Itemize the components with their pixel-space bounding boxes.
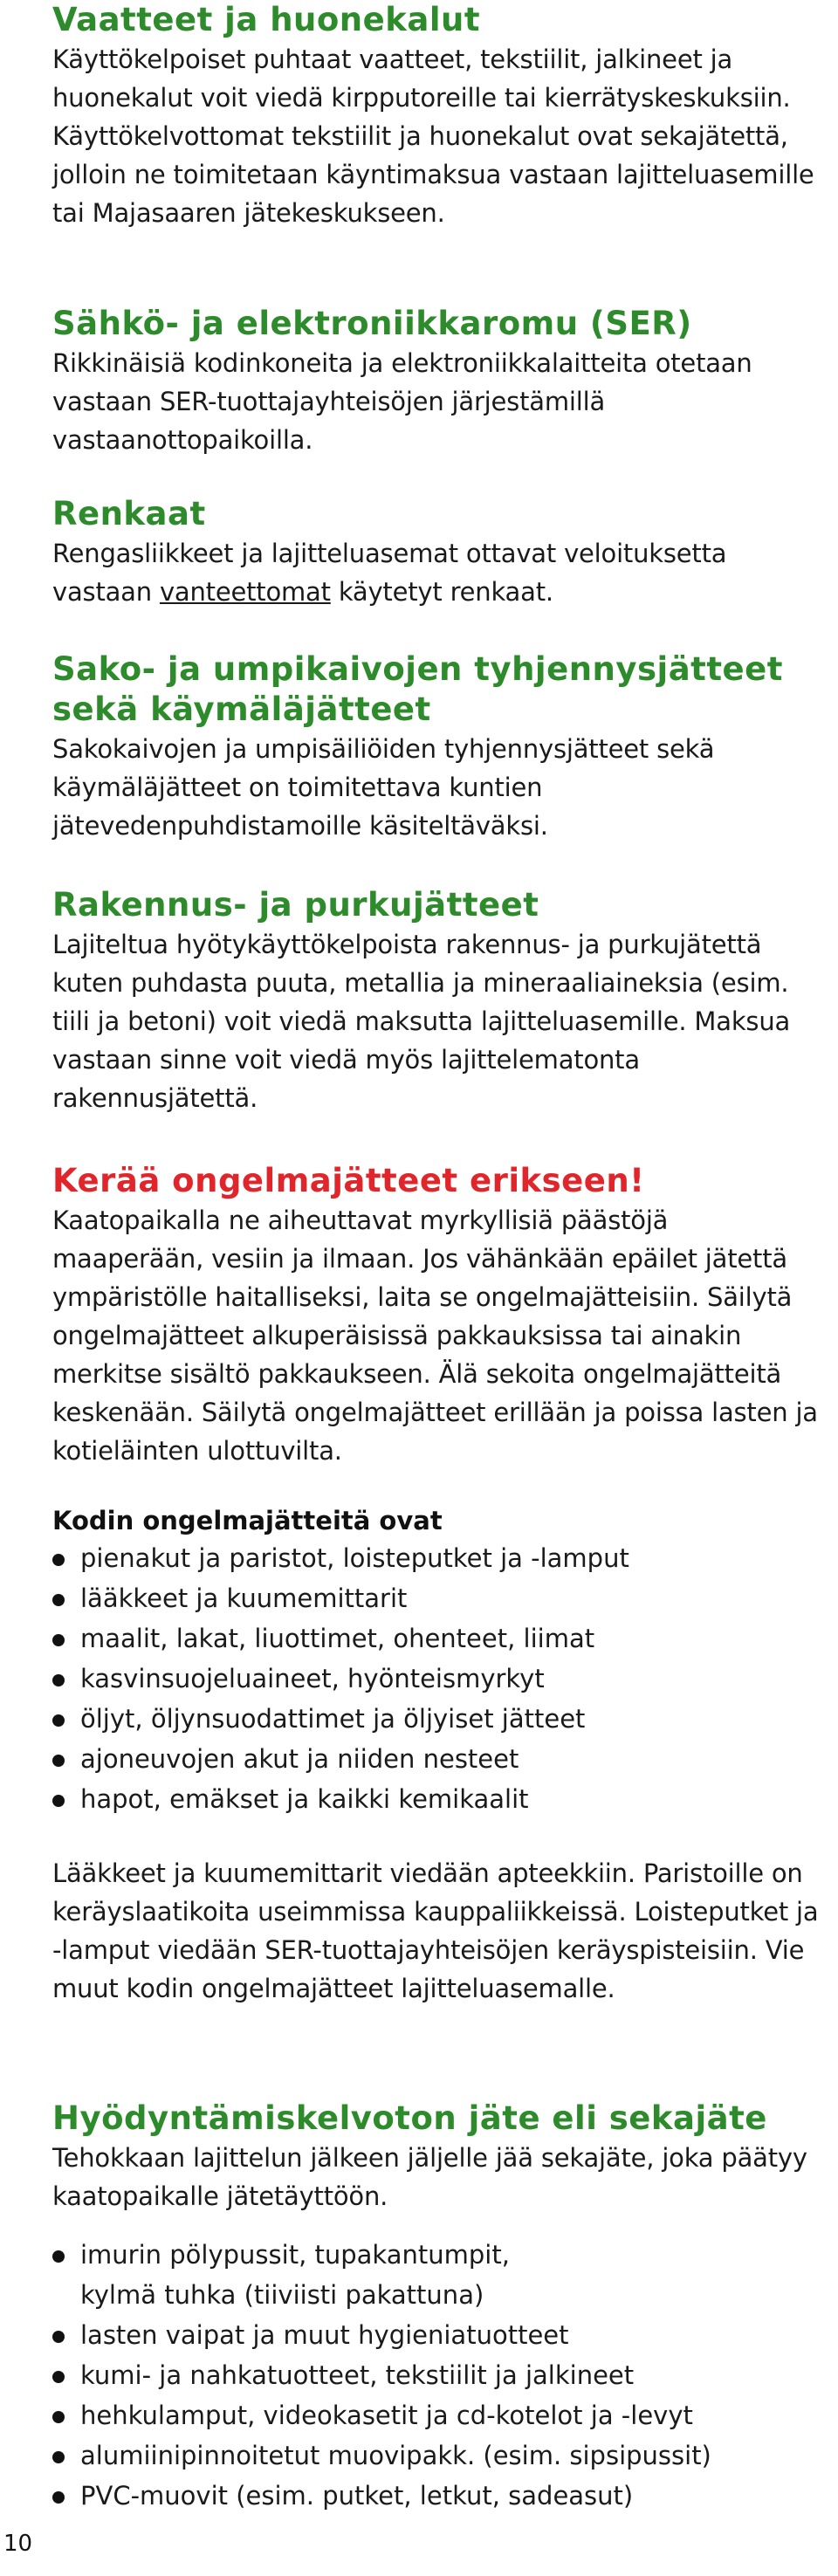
list-item-text: lääkkeet ja kuumemittarit — [80, 1583, 408, 1613]
list-item-text: lasten vaipat ja muut hygieniatuotteet — [80, 2320, 569, 2350]
paragraph-sako: Sakokaivojen ja umpisäiliöiden tyhjennysjätteet sekä käymäläjätteet on toimitettava kuntien jätevedenpuhdistamoille käsiteltäväksi. — [52, 734, 715, 841]
section-sako — [52, 649, 821, 845]
list-kodin — [52, 1538, 821, 1819]
list-item — [52, 2355, 821, 2395]
section-kodin — [52, 1503, 821, 2008]
heading-rakennus: Rakennus- ja purkujätteet — [52, 886, 539, 924]
bullet-icon — [52, 2371, 65, 2383]
bullet-icon — [52, 2411, 65, 2423]
paragraph-kodin-after: Lääkkeet ja kuumemittarit viedään apteekkiin. Paristoille on keräyslaatikoita useimmissa kauppaliikkeissä. Loisteputket ja -lamput viedään SER-tuottajayhteisöjen keräyspisteisiin. Vie muut kodin ongelmajätteet lajitteluasemalle. — [52, 1858, 819, 2003]
heading-ser: Sähkö- ja elektroniikkaromu (SER) — [52, 305, 692, 342]
list-item-text: pienakut ja paristot, loisteputket ja -lamput — [80, 1543, 629, 1573]
bullet-icon — [52, 1674, 65, 1686]
renkaat-text-underlined: vanteettomat — [159, 577, 331, 607]
list-item-text: hehkulamput, videokasetit ja cd-kotelot ja -levyt — [80, 2401, 693, 2430]
bullet-icon — [52, 1714, 65, 1727]
section-vaatteet — [52, 0, 821, 232]
heading-kodin: Kodin ongelmajätteitä ovat — [52, 1506, 443, 1535]
bullet-icon — [52, 1594, 65, 1606]
heading-sako-line1: Sako- ja umpikaivojen tyhjennysjätteet — [52, 650, 783, 688]
section-rakennus — [52, 885, 821, 1117]
list-item-text: alumiinipinnoitetut muovipakk. (esim. sipsipussit) — [80, 2441, 711, 2470]
list-item — [52, 1659, 821, 1699]
paragraph-sekajate: Tehokkaan lajittelun jälkeen jäljelle jää sekajäte, joka päätyy kaatopaikalle jätetäyttöön. — [52, 2143, 807, 2211]
paragraph-rakennus: Lajiteltua hyötykäyttökelpoista rakennus- ja purkujätettä kuten puhdasta puuta, metallia ja mineraaliaineksia (esim. tiili ja betoni) voit viedä maksutta lajitteluasemille. Maksua vastaan sinne voit viedä myös lajittelematonta rakennusjätettä. — [52, 930, 791, 1113]
list-item-text: maalit, lakat, liuottimet, ohenteet, liimat — [80, 1624, 595, 1653]
paragraph-renkaat — [52, 534, 821, 611]
section-sekajate — [52, 2099, 821, 2516]
list-item — [52, 2435, 821, 2476]
heading-vaatteet: Vaatteet ja huonekalut — [52, 1, 481, 38]
list-item — [52, 2315, 821, 2355]
list-item — [52, 1618, 821, 1659]
list-item — [52, 1779, 821, 1819]
list-item-text: kasvinsuojeluaineet, hyönteismyrkyt — [80, 1664, 545, 1693]
heading-renkaat: Renkaat — [52, 495, 206, 532]
bullet-icon — [52, 2491, 65, 2504]
section-ongelma — [52, 1161, 821, 1470]
renkaat-text-before: Rengasliikkeet ja lajitteluasemat ottavat veloituksetta vastaan — [52, 539, 727, 607]
bullet-icon — [52, 1795, 65, 1807]
heading-sekajate: Hyödyntämiskelvoton jäte eli sekajäte — [52, 2099, 767, 2137]
section-ser — [52, 304, 821, 459]
paragraph-ongelma: Kaatopaikalla ne aiheuttavat myrkyllisiä päästöjä maaperään, vesiin ja ilmaan. Jos vähänkään epäilet jätettä ympäristölle haitalliseksi, laita se ongelmajätteisiin. Säilytä ongelmajätteet alkuperäisissä pakkauksissa tai ainakin merkitse sisältö pakkaukseen. Älä sekoita ongelmajätteitä keskenään. Säilytä ongelmajätteet erillään ja poissa lasten ja kotieläinten ulottuvilta. — [52, 1206, 818, 1466]
paragraph-ser: Rikkinäisiä kodinkoneita ja elektroniikkalaitteita otetaan vastaan SER-tuottajayhteisöjen järjestämillä vastaanottopaikoilla. — [52, 348, 752, 455]
list-sekajate — [52, 2235, 821, 2516]
page-number: 10 — [3, 2531, 33, 2557]
list-item — [52, 2235, 821, 2315]
list-item-text-continued: kylmä tuhka (tiiviisti pakattuna) — [80, 2280, 484, 2310]
section-renkaat — [52, 494, 821, 611]
list-item — [52, 1699, 821, 1739]
heading-sako-line2: sekä käymäläjätteet — [52, 690, 431, 728]
list-item — [52, 2476, 821, 2516]
list-item — [52, 1538, 821, 1578]
list-item-text: ajoneuvojen akut ja niiden nesteet — [80, 1744, 519, 1774]
list-item-text: kumi- ja nahkatuotteet, tekstiilit ja jalkineet — [80, 2360, 635, 2390]
list-item-text: öljyt, öljynsuodattimet ja öljyiset jätteet — [80, 1704, 586, 1734]
list-item — [52, 1578, 821, 1618]
bullet-icon — [52, 1755, 65, 1767]
list-item-text: imurin pölypussit, tupakantumpit, — [80, 2240, 510, 2270]
bullet-icon — [52, 1634, 65, 1646]
bullet-icon — [52, 2250, 65, 2263]
renkaat-text-after: käytetyt renkaat. — [330, 577, 553, 607]
heading-ongelma: Kerää ongelmajätteet erikseen! — [52, 1162, 645, 1199]
list-item-text: hapot, emäkset ja kaikki kemikaalit — [80, 1784, 529, 1814]
list-item-text: PVC-muovit (esim. putket, letkut, sadeasut) — [80, 2481, 634, 2511]
bullet-icon — [52, 2451, 65, 2463]
list-item — [52, 2395, 821, 2435]
bullet-icon — [52, 2331, 65, 2343]
list-item — [52, 1739, 821, 1779]
paragraph-vaatteet: Käyttökelpoiset puhtaat vaatteet, tekstiilit, jalkineet ja huonekalut voit viedä kirpputoreille tai kierrätyskeskuksiin. Käyttökelvottomat tekstiilit ja huonekalut ovat sekajätettä, jolloin ne toimitetaan käyntimaksua vastaan lajitteluasemille tai Majasaaren jätekeskukseen. — [52, 45, 814, 228]
bullet-icon — [52, 1554, 65, 1566]
